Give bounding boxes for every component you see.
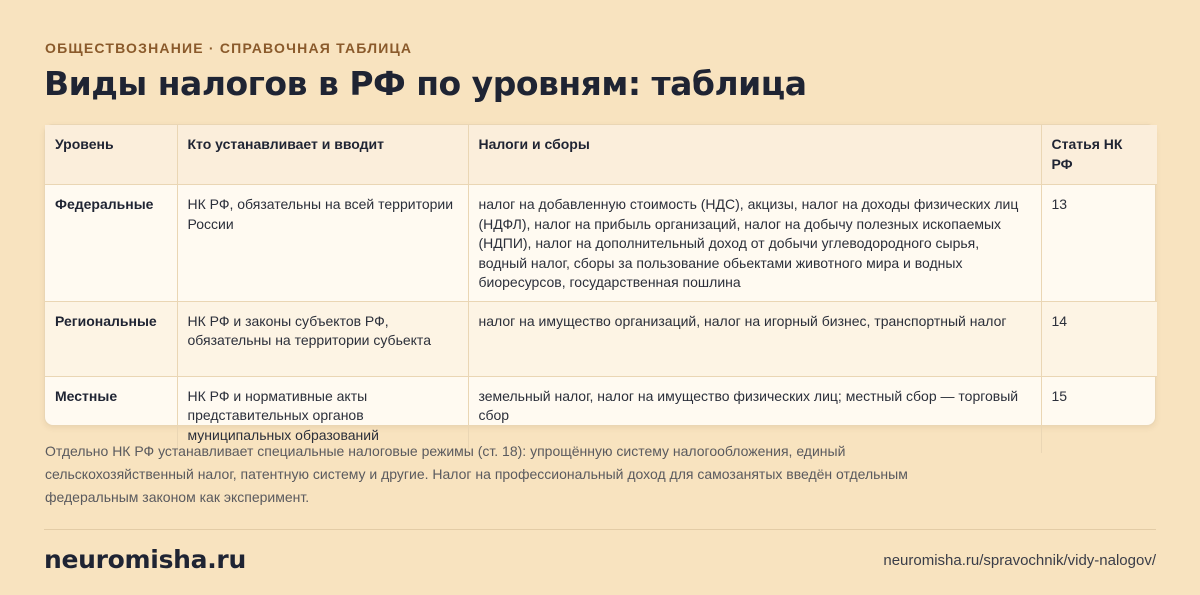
column-header-who: Кто устанавливает и вводит [177,125,468,185]
row-who-cell: НК РФ и законы субъектов РФ, обязательны на территории субьекта [177,301,468,376]
footer-divider [44,529,1156,530]
column-header-article: Статья НК РФ [1041,125,1157,185]
footnote: Отдельно НК РФ устанавливает специальные налоговые режимы (ст. 18): упрощённую систему налогообложения, единый сельскохозяйственный налог, патентную систему и другие. Налог на профессиональный доход для самозанятых введён отдельным федеральным законом как эксперимент. [45,443,908,505]
column-header-taxes: Налоги и сборы [468,125,1041,185]
source-url: neuromisha.ru/spravochnik/vidy-nalogov/ [883,552,1156,569]
row-level-cell: Местные [45,376,177,453]
table-header-row [45,125,1157,185]
row-article-cell: 14 [1041,301,1157,376]
row-article-cell: 15 [1051,387,1068,404]
row-taxes-cell: налог на добавленную стоимость (НДС), акцизы, налог на доходы физических лиц (НДФЛ), налог на прибыль организаций, налог на добычу полезных ископаемых (НДПИ), налог на дополнительный доход от добычи углеводородного сырья, водный налог, сборы за пользование обьектами животного мира и водных биоресурсов, государственная пошлина [468,185,1041,302]
row-taxes-cell: земельный налог, налог на имущество физических лиц; местный сбор — торговый сбор [468,376,1041,453]
row-who-cell: НК РФ и нормативные акты представительных органов муниципальных образований [177,376,468,453]
kicker: ОБЩЕСТВОЗНАНИЕ · СПРАВОЧНАЯ ТАБЛИЦА [45,40,413,56]
brand-logo-text: neuromisha.ru [44,545,246,574]
row-level-cell: Региональные [45,301,177,376]
row-who-cell: НК РФ, обязательны на всей территории России [177,185,468,302]
page-title: Виды налогов в РФ по уровням: таблица [44,64,807,103]
table-row [45,185,1157,302]
column-header-level: Уровень [45,125,177,185]
table-row [45,301,1157,376]
row-article-cell: 13 [1041,185,1157,302]
tax-table-card [44,124,1156,443]
tax-table [45,125,1157,453]
row-taxes-cell: налог на имущество организаций, налог на игорный бизнес, транспортный налог [468,301,1041,376]
row-level-cell: Федеральные [45,185,177,302]
